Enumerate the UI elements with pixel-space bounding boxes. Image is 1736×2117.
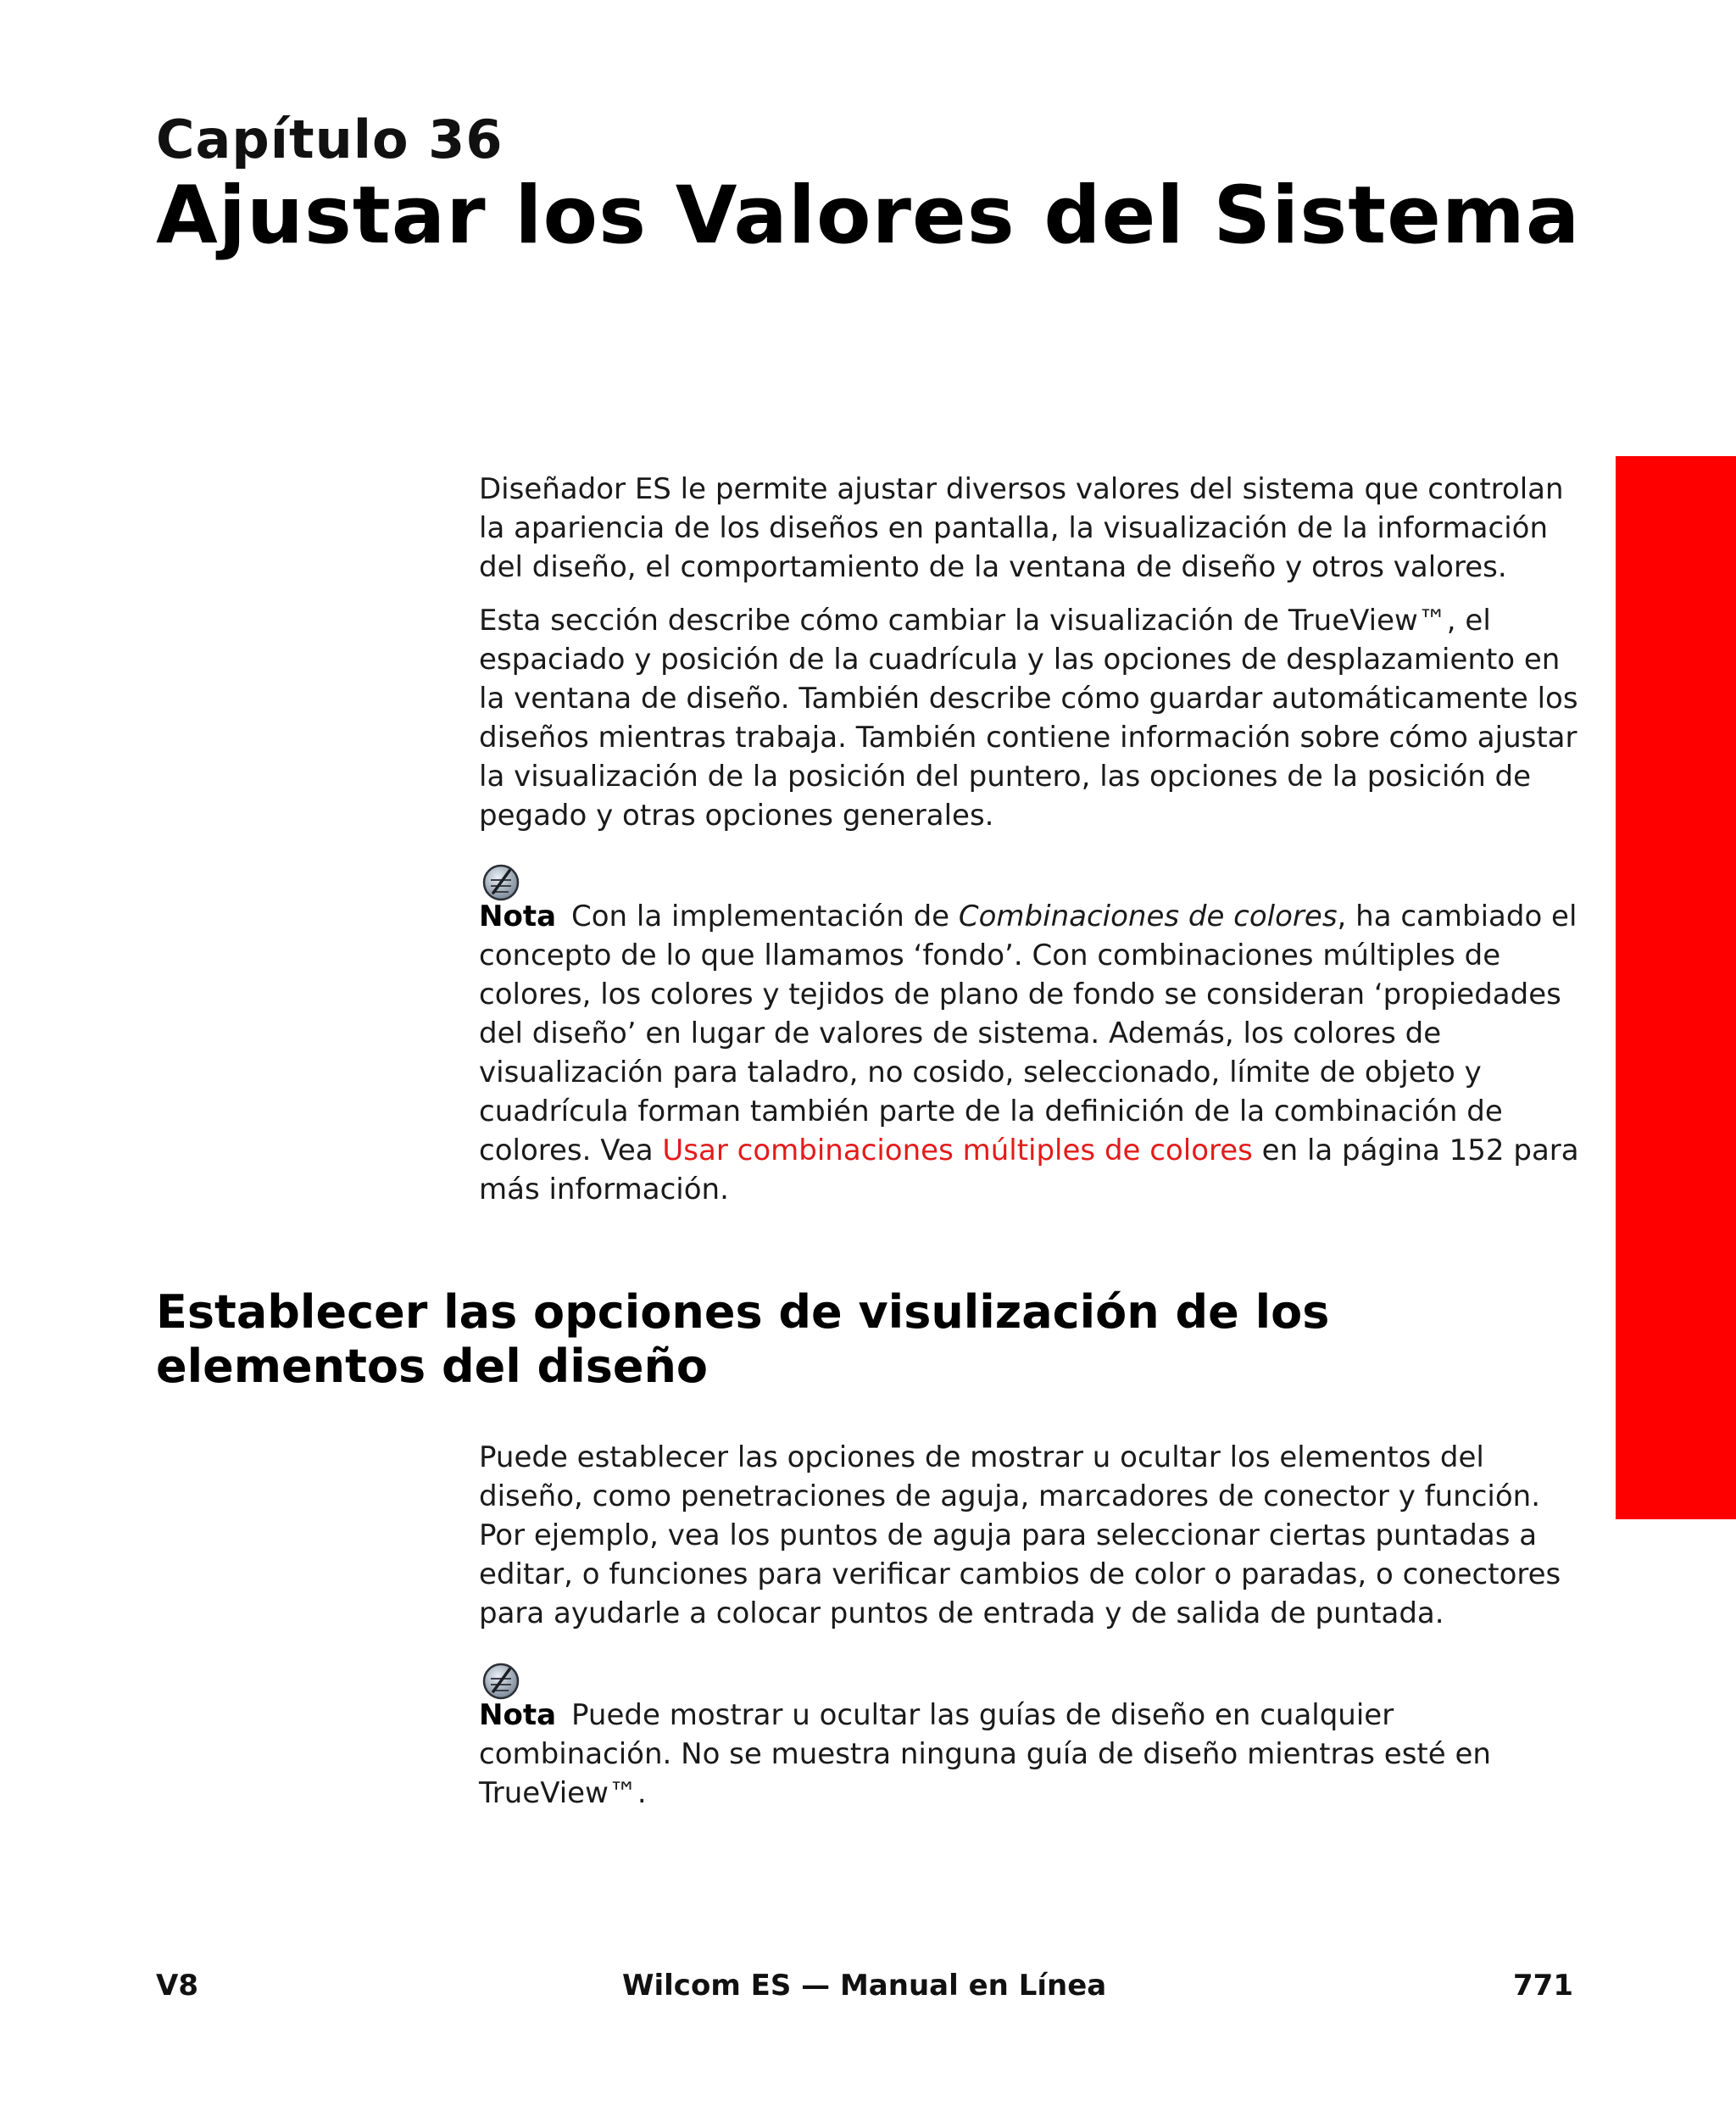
note-label: Nota <box>479 900 557 933</box>
intro-paragraph-1: Diseñador ES le permite ajustar diversos valores del sistema que controlan la apariencia de los diseños en pantalla, la visualización de la información del diseño, el comportamiento de la ventana de diseño y otros valores. <box>479 472 1564 584</box>
color-schemes-link[interactable]: Usar combinaciones múltiples de colores <box>662 1134 1253 1167</box>
note-1 <box>479 897 1589 1209</box>
intro-paragraph-2: Esta sección describe cómo cambiar la visualización de TrueView™, el espaciado y posición de la cuadrícula y las opciones de desplazamiento en la ventana de diseño. También describe cómo guardar automáticamente los diseños mientras trabaja. También contiene información sobre cómo ajustar la visualización de la posición del puntero, las opciones de la posición de pegado y otras opciones generales. <box>479 604 1578 833</box>
chapter-title: Ajustar los Valores del Sistema <box>156 170 1581 262</box>
chapter-label: Capítulo 36 <box>156 109 504 170</box>
note-italic-reference: Combinaciones de colores <box>958 900 1338 933</box>
footer-page-number: 771 <box>1513 1969 1573 2003</box>
section-heading: Establecer las opciones de visulización de los elementos del diseño <box>156 1285 1330 1393</box>
chapter-tab-marker <box>1616 456 1736 1519</box>
note-text-before: Con la implementación de <box>571 900 959 933</box>
section-paragraph-1: Puede establecer las opciones de mostrar u ocultar los elementos del diseño, como penetraciones de aguja, marcadores de conector y función. Por ejemplo, vea los puntos de aguja para seleccionar ciertas puntadas a editar, o funciones para verificar cambios de color o paradas, o conectores para ayudarle a colocar puntos de entrada y de salida de puntada. <box>479 1440 1561 1630</box>
note-text-middle: , ha cambiado el concepto de lo que llamamos ‘fondo’. Con combinaciones múltiples de colores, los colores y tejidos de plano de fondo se consideran ‘propiedades del diseño’ en lugar de valores de sistema. Además, los colores de visualización para taladro, no cosido, seleccionado, límite de objeto y cuadrícula forman también parte de la definición de la combinación de colores. Vea <box>479 900 1577 1167</box>
note-text: Puede mostrar u ocultar las guías de diseño en cualquier combinación. No se muestra ninguna guía de diseño mientras esté en TrueView™. <box>479 1698 1491 1810</box>
footer-version: V8 <box>156 1969 198 2003</box>
note-label: Nota <box>479 1698 557 1732</box>
note-text-after: en la página 152 para más información. <box>479 1134 1579 1206</box>
footer-manual-title: Wilcom ES — Manual en Línea <box>622 1969 1107 2003</box>
note-2 <box>479 1696 1589 1813</box>
